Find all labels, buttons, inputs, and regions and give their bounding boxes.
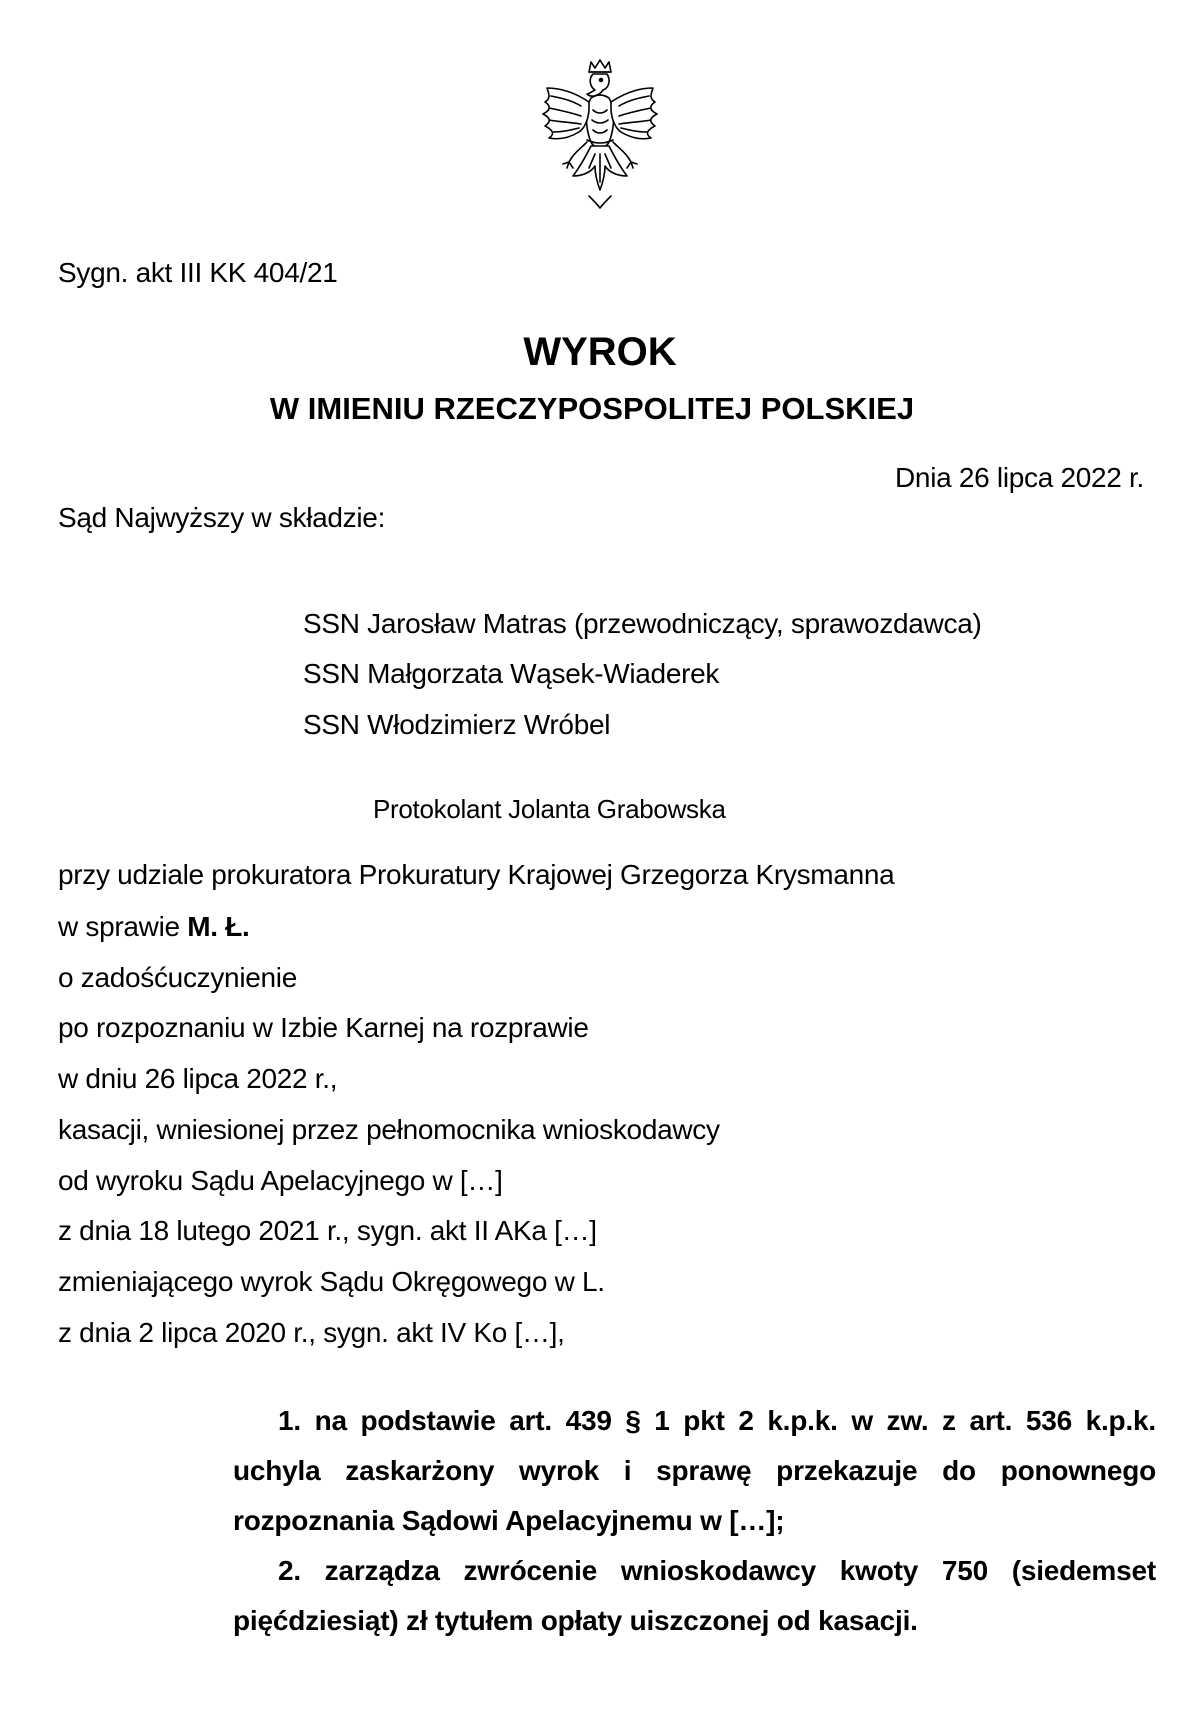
case-party-line (58, 910, 250, 944)
case-party-prefix: w sprawie (58, 911, 188, 942)
appeal-court-line: od wyroku Sądu Apelacyjnego w […] (58, 1165, 503, 1196)
polish-eagle-emblem-icon (529, 58, 671, 210)
appeal-ruling-date-line: z dnia 18 lutego 2021 r., sygn. akt II AKa […] (58, 1215, 597, 1246)
district-ruling-date-line: z dnia 2 lipca 2020 r., sygn. akt IV Ko […], (58, 1317, 565, 1348)
verdict-point-2 (233, 1546, 1156, 1646)
district-court-line: zmieniającego wyrok Sądu Okręgowego w L. (58, 1266, 605, 1297)
cassation-line: kasacji, wniesionej przez pełnomocnika wnioskodawcy (58, 1114, 720, 1145)
judge-member: SSN Włodzimierz Wróbel (303, 709, 611, 740)
verdict-point-1-text: 1. na podstawie art. 439 § 1 pkt 2 k.p.k. w zw. z art. 536 k.p.k. uchyla zaskarżony wyrok i sprawę przekazuje do ponownego rozpoznania Sądowi Apelacyjnemu w […]; (233, 1405, 1156, 1536)
judge-presiding: SSN Jarosław Matras (przewodniczący, sprawozdawca) (303, 608, 982, 639)
document-subtitle: W IMIENIU RZECZYPOSPOLITEJ POLSKIEJ (269, 391, 915, 426)
case-subject-line: o zadośćuczynienie (58, 962, 297, 993)
verdict-point-1 (233, 1396, 1156, 1546)
court-composition-label: Sąd Najwyższy w składzie: (58, 502, 386, 533)
document-title: WYROK (523, 330, 677, 374)
case-signature: Sygn. akt III KK 404/21 (58, 257, 338, 288)
judgment-date: Dnia 26 lipca 2022 r. (895, 462, 1144, 493)
court-clerk: Protokolant Jolanta Grabowska (373, 794, 726, 824)
prosecutor-line: przy udziale prokuratora Prokuratury Krajowej Grzegorza Krysmanna (58, 859, 895, 890)
case-party-name: M. Ł. (187, 911, 250, 942)
judge-member: SSN Małgorzata Wąsek-Wiaderek (303, 658, 720, 689)
hearing-date-line: w dniu 26 lipca 2022 r., (58, 1063, 338, 1094)
hearing-chamber-line: po rozpoznaniu w Izbie Karnej na rozprawie (58, 1012, 589, 1043)
verdict-point-2-text: 2. zarządza zwrócenie wnioskodawcy kwoty 750 (siedemset pięćdziesiąt) zł tytułem opłaty uiszczonej od kasacji. (233, 1555, 1156, 1636)
